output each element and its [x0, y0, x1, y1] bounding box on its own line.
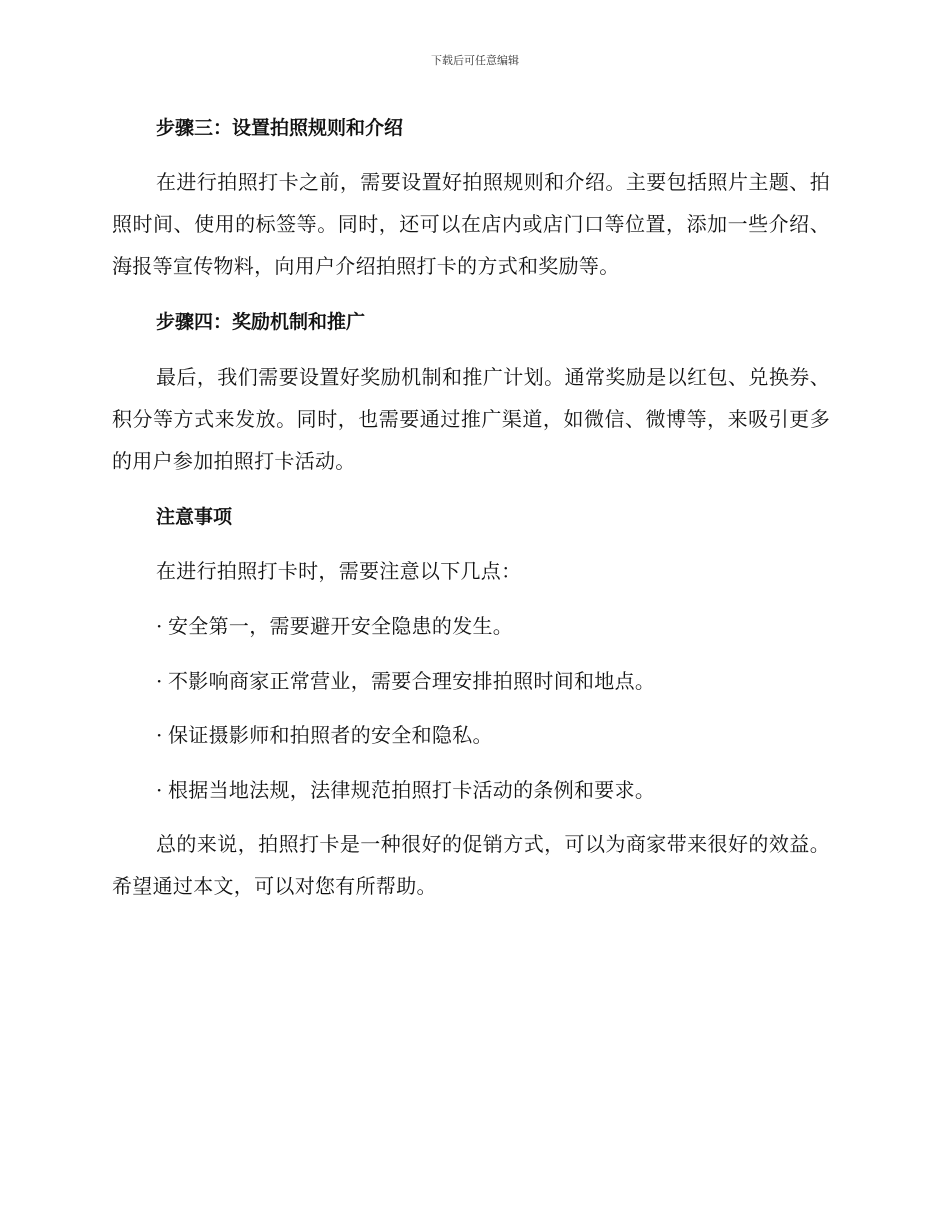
list-item-text: 根据当地法规，法律规范拍照打卡活动的条例和要求。 — [168, 778, 656, 802]
step4-heading: 步骤四：奖励机制和推广 — [156, 311, 366, 333]
bullet-icon: · — [156, 669, 163, 693]
step3-paragraph: 在进行拍照打卡之前，需要设置好拍照规则和介绍。主要包括照片主题、拍照时间、使用的标签等。同时，还可以在店内或店门口等位置，添加一些介绍、海报等宣传物料，向用户介绍拍照打卡的方式和奖励等。 — [112, 170, 830, 278]
notes-heading: 注意事项 — [156, 506, 233, 528]
notes-list-item — [156, 723, 493, 747]
bullet-icon: · — [156, 614, 163, 638]
bullet-icon: · — [156, 778, 163, 802]
page-header: 下载后可任意编辑 — [431, 54, 519, 67]
step4-paragraph: 最后，我们需要设置好奖励机制和推广计划。通常奖励是以红包、兑换券、积分等方式来发放。同时，也需要通过推广渠道，如微信、微博等，来吸引更多的用户参加拍照打卡活动。 — [112, 365, 830, 473]
notes-list-item — [156, 778, 655, 802]
notes-list-item — [156, 669, 655, 693]
list-item-text: 安全第一，需要避开安全隐患的发生。 — [168, 614, 514, 638]
list-item-text: 不影响商家正常营业，需要合理安排拍照时间和地点。 — [168, 669, 656, 693]
list-item-text: 保证摄影师和拍照者的安全和隐私。 — [168, 723, 493, 747]
conclusion-paragraph: 总的来说，拍照打卡是一种很好的促销方式，可以为商家带来很好的效益。希望通过本文，可以对您有所帮助。 — [112, 832, 830, 898]
notes-intro: 在进行拍照打卡时，需要注意以下几点： — [156, 559, 522, 583]
notes-list-item — [156, 614, 513, 638]
bullet-icon: · — [156, 723, 163, 747]
step3-heading: 步骤三：设置拍照规则和介绍 — [156, 117, 404, 139]
